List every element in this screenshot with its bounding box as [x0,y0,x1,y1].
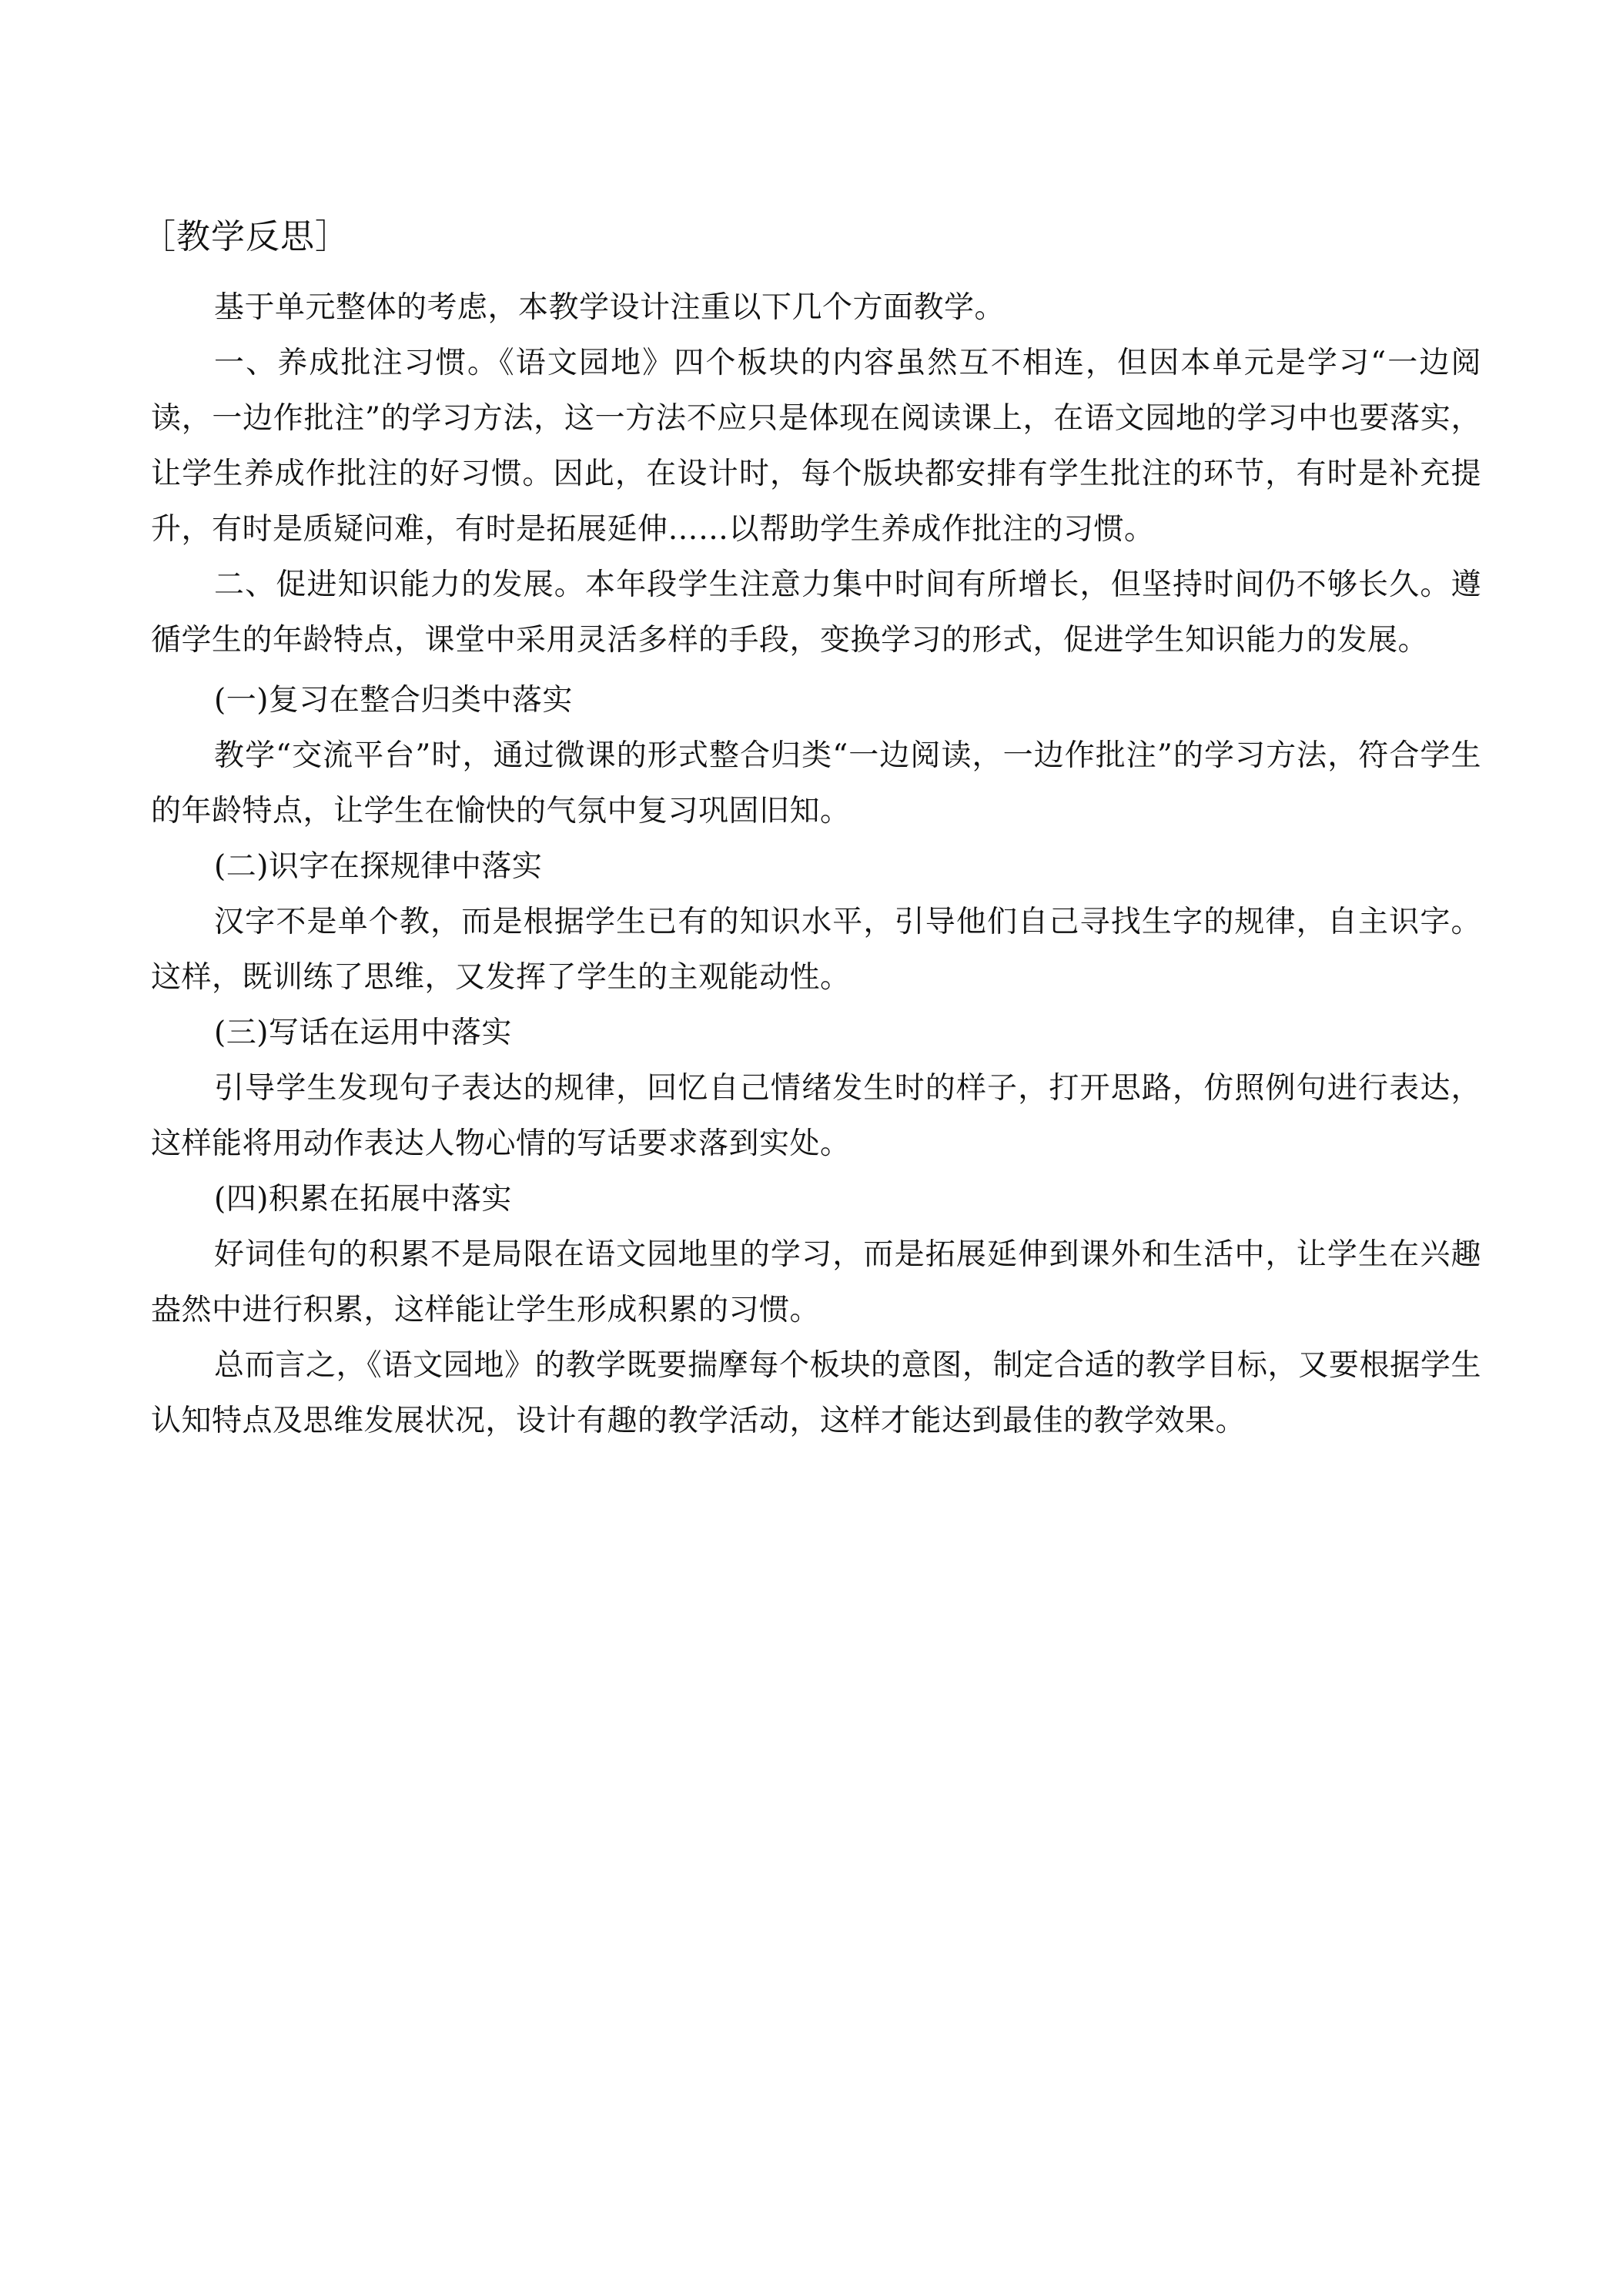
subsection-body-accumulation: 好词佳句的积累不是局限在语文园地里的学习，而是拓展延伸到课外和生活中，让学生在兴趣盎然中进行积累，这样能让学生形成积累的习惯。 [151,1237,1481,1327]
subsection-heading-accumulation: (四)积累在拓展中落实 [214,1182,512,1217]
subsection-heading-writing: (三)写话在运用中落实 [214,1016,512,1050]
subsection-heading-review: (一)复习在整合归类中落实 [214,683,573,718]
subsection-body-literacy: 汉字不是单个教，而是根据学生已有的知识水平，引导他们自己寻找生字的规律，自主识字。这样，既训练了思维，又发挥了学生的主观能动性。 [151,905,1481,995]
intro-paragraph: 基于单元整体的考虑，本教学设计注重以下几个方面教学。 [214,290,1006,325]
subsection-heading-literacy: (二)识字在探规律中落实 [214,849,543,884]
document-body [142,208,1481,1449]
conclusion-paragraph: 总而言之，《语文园地》的教学既要揣摩每个板块的意图，制定合适的教学目标，又要根据学生认知特点及思维发展状况，设计有趣的教学活动，这样才能达到最佳的教学效果。 [151,1348,1481,1438]
subsection-body-review: 教学“交流平台”时，通过微课的形式整合归类“一边阅读，一边作批注”的学习方法，符合学生的年龄特点，让学生在愉快的气氛中复习巩固旧知。 [151,738,1481,828]
paragraph-ability-development: 二、促进知识能力的发展。本年段学生注意力集中时间有所增长，但坚持时间仍不够长久。遵循学生的年龄特点，课堂中采用灵活多样的手段，变换学习的形式，促进学生知识能力的发展。 [151,567,1481,658]
section-title: ［教学反思］ [142,217,350,256]
paragraph-annotation-habit: 一、养成批注习惯。《语文园地》四个板块的内容虽然互不相连，但因本单元是学习“一边阅读，一边作批注”的学习方法，这一方法不应只是体现在阅读课上，在语文园地的学习中也要落实，让学生养成作批注的好习惯。因此，在设计时，每个版块都安排有学生批注的环节，有时是补充提升，有时是质疑问难，有时是拓展延伸……以帮助学生养成作批注的习惯。 [151,346,1481,547]
subsection-body-writing: 引导学生发现句子表达的规律，回忆自己情绪发生时的样子，打开思路，仿照例句进行表达，这样能将用动作表达人物心情的写话要求落到实处。 [151,1071,1481,1161]
